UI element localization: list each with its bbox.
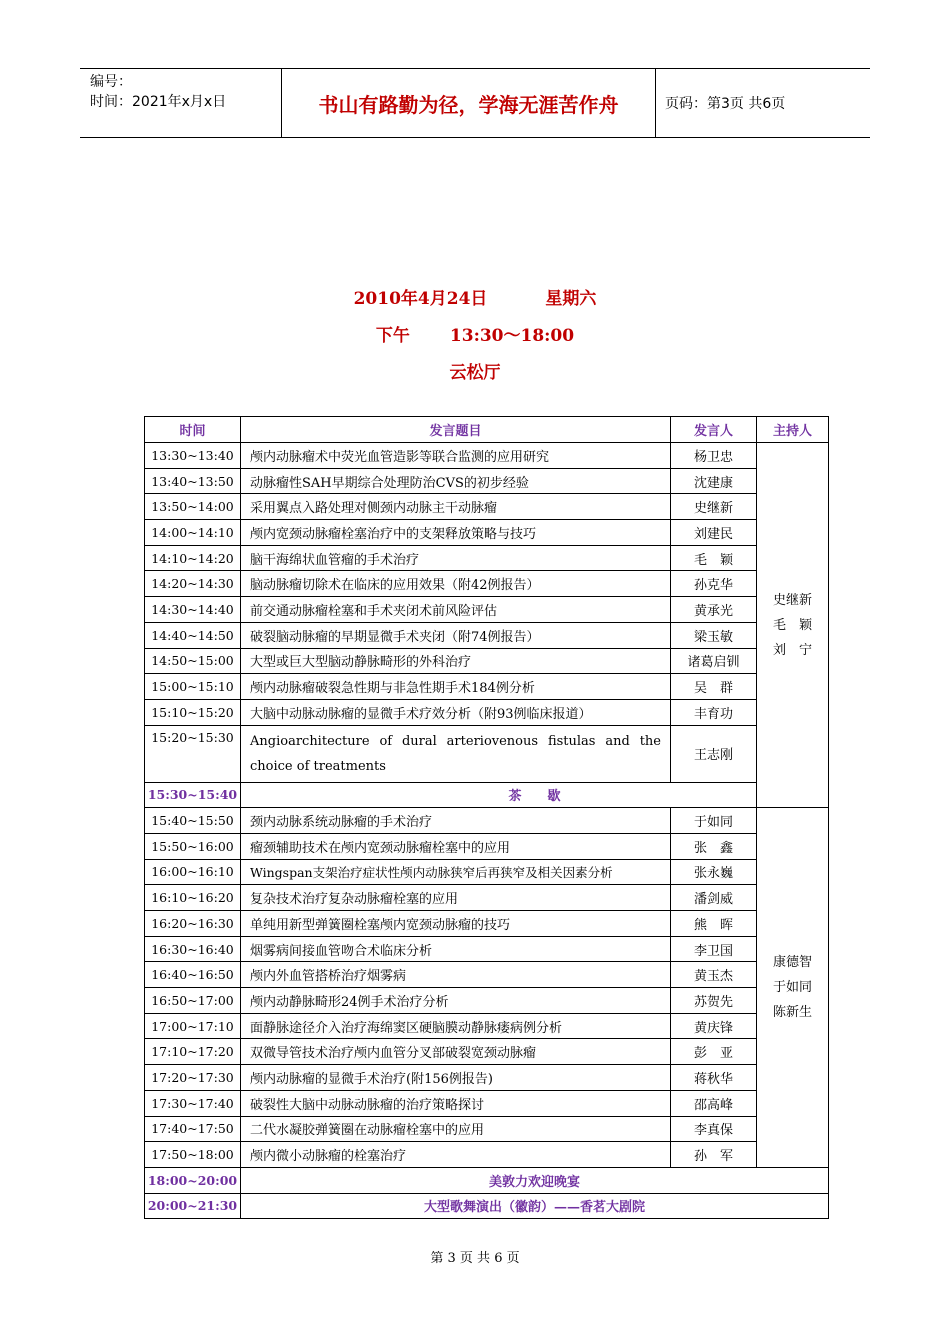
session2-hosts — [757, 808, 829, 1168]
row-topic: 破裂脑动脉瘤的早期显微手术夹闭（附74例报告） — [241, 622, 671, 648]
row-speaker: 黄承光 — [671, 597, 757, 623]
table-row — [145, 885, 829, 911]
row-time: 17:10~17:20 — [145, 1039, 241, 1065]
host-name: 史继新 — [772, 592, 812, 608]
row-topic: 双微导管技术治疗颅内血管分叉部破裂宽颈动脉瘤 — [241, 1039, 671, 1065]
evening-row — [145, 1193, 829, 1219]
header-host: 主持人 — [757, 417, 829, 443]
time-label: 时间：2021年x月x日 — [90, 94, 227, 110]
row-time: 16:00~16:10 — [145, 859, 241, 885]
row-speaker: 潘剑威 — [671, 885, 757, 911]
row-topic: 单纯用新型弹簧圈栓塞颅内宽颈动脉瘤的技巧 — [241, 911, 671, 937]
table-row — [145, 1116, 829, 1142]
host-name: 毛 颖 — [772, 617, 812, 633]
row-topic: 破裂性大脑中动脉动脉瘤的治疗策略探讨 — [241, 1090, 671, 1116]
evening-time: 18:00~20:00 — [145, 1167, 241, 1193]
row-speaker: 熊 晖 — [671, 911, 757, 937]
row-speaker: 丰育功 — [671, 699, 757, 725]
row-speaker: 黄庆锋 — [671, 1013, 757, 1039]
document-header — [80, 68, 870, 138]
row-speaker: 黄玉杰 — [671, 962, 757, 988]
table-row — [145, 988, 829, 1014]
title-date-line — [0, 284, 950, 309]
host-name: 康德智 — [772, 955, 812, 971]
table-row — [145, 962, 829, 988]
row-topic: 颅内动脉瘤术中荧光血管造影等联合监测的应用研究 — [241, 443, 671, 469]
row-speaker: 毛 颖 — [671, 545, 757, 571]
table-row — [145, 808, 829, 834]
title-date: 2010年4月24日 — [353, 289, 488, 309]
table-row — [145, 911, 829, 937]
row-time: 14:50~15:00 — [145, 648, 241, 674]
row-topic: 面静脉途径介入治疗海绵窦区硬脑膜动静脉瘘病例分析 — [241, 1013, 671, 1039]
row-speaker: 李卫国 — [671, 936, 757, 962]
table-row — [145, 1013, 829, 1039]
row-topic: 颅内外血管搭桥治疗烟雾病 — [241, 962, 671, 988]
row-topic: 脑干海绵状血管瘤的手术治疗 — [241, 545, 671, 571]
header-topic: 发言题目 — [241, 417, 671, 443]
row-speaker: 于如同 — [671, 808, 757, 834]
row-time: 14:20~14:30 — [145, 571, 241, 597]
row-topic: 前交通动脉瘤栓塞和手术夹闭术前风险评估 — [241, 597, 671, 623]
table-row — [145, 1039, 829, 1065]
row-time: 16:40~16:50 — [145, 962, 241, 988]
header-page-label: 页码：第3页 共6页 — [665, 96, 786, 112]
row-speaker: 张永巍 — [671, 859, 757, 885]
title-time-line — [0, 321, 950, 346]
row-time: 13:50~14:00 — [145, 494, 241, 520]
row-speaker: 邵高峰 — [671, 1090, 757, 1116]
row-time: 14:10~14:20 — [145, 545, 241, 571]
row-time: 15:20~15:30 — [145, 725, 241, 782]
table-row — [145, 648, 829, 674]
schedule-table — [144, 416, 829, 1219]
row-time: 15:50~16:00 — [145, 833, 241, 859]
row-topic: 颈内动脉系统动脉瘤的手术治疗 — [241, 808, 671, 834]
row-speaker: 刘建民 — [671, 520, 757, 546]
row-time: 13:30~13:40 — [145, 443, 241, 469]
host-name: 于如同 — [772, 980, 812, 996]
header-speaker: 发言人 — [671, 417, 757, 443]
row-topic: 颅内动静脉畸形24例手术治疗分析 — [241, 988, 671, 1014]
row-topic: 颅内动脉瘤的显微手术治疗(附156例报告) — [241, 1065, 671, 1091]
header-time: 时间 — [145, 417, 241, 443]
row-time: 14:30~14:40 — [145, 597, 241, 623]
row-speaker: 杨卫忠 — [671, 443, 757, 469]
table-row — [145, 545, 829, 571]
row-speaker: 彭 亚 — [671, 1039, 757, 1065]
session1-hosts — [757, 443, 829, 808]
row-speaker: 史继新 — [671, 494, 757, 520]
row-topic: 颅内宽颈动脉瘤栓塞治疗中的支架释放策略与技巧 — [241, 520, 671, 546]
row-speaker: 沈建康 — [671, 468, 757, 494]
table-row — [145, 936, 829, 962]
row-speaker: 苏贺先 — [671, 988, 757, 1014]
row-time: 17:40~17:50 — [145, 1116, 241, 1142]
row-topic: 颅内动脉瘤破裂急性期与非急性期手术184例分析 — [241, 674, 671, 700]
row-time: 16:50~17:00 — [145, 988, 241, 1014]
evening-time: 20:00~21:30 — [145, 1193, 241, 1219]
row-topic: Angioarchitecture of dural arteriovenous fistulas and the choice of treatments — [241, 725, 671, 782]
table-row — [145, 468, 829, 494]
tea-break-label: 茶 歇 — [241, 782, 829, 808]
row-topic: 二代水凝胶弹簧圈在动脉瘤栓塞中的应用 — [241, 1116, 671, 1142]
table-row — [145, 1090, 829, 1116]
host-name: 陈新生 — [772, 1005, 812, 1021]
evening-row — [145, 1167, 829, 1193]
row-time: 16:10~16:20 — [145, 885, 241, 911]
row-topic: 动脉瘤性SAH早期综合处理防治CVS的初步经验 — [241, 468, 671, 494]
header-motto: 书山有路勤为径，学海无涯苦作舟 — [282, 69, 656, 137]
row-topic: 烟雾病间接血管吻合术临床分析 — [241, 936, 671, 962]
row-time: 14:40~14:50 — [145, 622, 241, 648]
row-topic: 大脑中动脉动脉瘤的显微手术疗效分析（附93例临床报道） — [241, 699, 671, 725]
row-time: 17:20~17:30 — [145, 1065, 241, 1091]
row-time: 16:20~16:30 — [145, 911, 241, 937]
row-topic: 颅内微小动脉瘤的栓塞治疗 — [241, 1142, 671, 1168]
row-time: 16:30~16:40 — [145, 936, 241, 962]
table-row — [145, 833, 829, 859]
row-time: 15:00~15:10 — [145, 674, 241, 700]
tea-break-row — [145, 782, 829, 808]
row-time: 17:00~17:10 — [145, 1013, 241, 1039]
row-time: 15:10~15:20 — [145, 699, 241, 725]
table-row — [145, 520, 829, 546]
row-time: 14:00~14:10 — [145, 520, 241, 546]
row-topic: 复杂技术治疗复杂动脉瘤栓塞的应用 — [241, 885, 671, 911]
table-row — [145, 725, 829, 782]
row-speaker: 孙 军 — [671, 1142, 757, 1168]
row-speaker: 蒋秋华 — [671, 1065, 757, 1091]
title-time-range: 13:30～18:00 — [449, 326, 575, 346]
table-row — [145, 443, 829, 469]
row-speaker: 王志刚 — [671, 725, 757, 782]
evening-label: 美敦力欢迎晚宴 — [241, 1167, 829, 1193]
table-row — [145, 674, 829, 700]
table-row — [145, 622, 829, 648]
table-row — [145, 494, 829, 520]
table-row — [145, 1142, 829, 1168]
evening-label: 大型歌舞演出（徽韵）——香茗大剧院 — [241, 1193, 829, 1219]
row-speaker: 李真保 — [671, 1116, 757, 1142]
row-topic: 大型或巨大型脑动静脉畸形的外科治疗 — [241, 648, 671, 674]
row-speaker: 孙克华 — [671, 571, 757, 597]
table-row — [145, 597, 829, 623]
title-period: 下午 — [375, 326, 410, 346]
table-row — [145, 859, 829, 885]
row-time: 17:50~18:00 — [145, 1142, 241, 1168]
row-topic: Wingspan支架治疗症状性颅内动脉狭窄后再狭窄及相关因素分析 — [241, 859, 671, 885]
row-topic: 瘤颈辅助技术在颅内宽颈动脉瘤栓塞中的应用 — [241, 833, 671, 859]
table-row — [145, 1065, 829, 1091]
row-speaker: 诸葛启钏 — [671, 648, 757, 674]
host-name: 刘 宁 — [772, 642, 812, 658]
number-label: 编号： — [90, 74, 132, 90]
header-meta — [80, 69, 282, 137]
row-time: 15:40~15:50 — [145, 808, 241, 834]
row-time: 17:30~17:40 — [145, 1090, 241, 1116]
row-speaker: 梁玉敏 — [671, 622, 757, 648]
title-weekday: 星期六 — [545, 289, 597, 309]
table-header-row — [145, 417, 829, 443]
row-speaker: 吴 群 — [671, 674, 757, 700]
row-speaker: 张 鑫 — [671, 833, 757, 859]
title-venue: 云松厅 — [449, 363, 501, 383]
row-topic: 脑动脉瘤切除术在临床的应用效果（附42例报告） — [241, 571, 671, 597]
page-footer: 第 3 页 共 6 页 — [430, 1251, 520, 1266]
tea-break-time: 15:30~15:40 — [145, 782, 241, 808]
table-row — [145, 699, 829, 725]
table-row — [145, 571, 829, 597]
row-topic: 采用翼点入路处理对侧颈内动脉主干动脉瘤 — [241, 494, 671, 520]
row-time: 13:40~13:50 — [145, 468, 241, 494]
